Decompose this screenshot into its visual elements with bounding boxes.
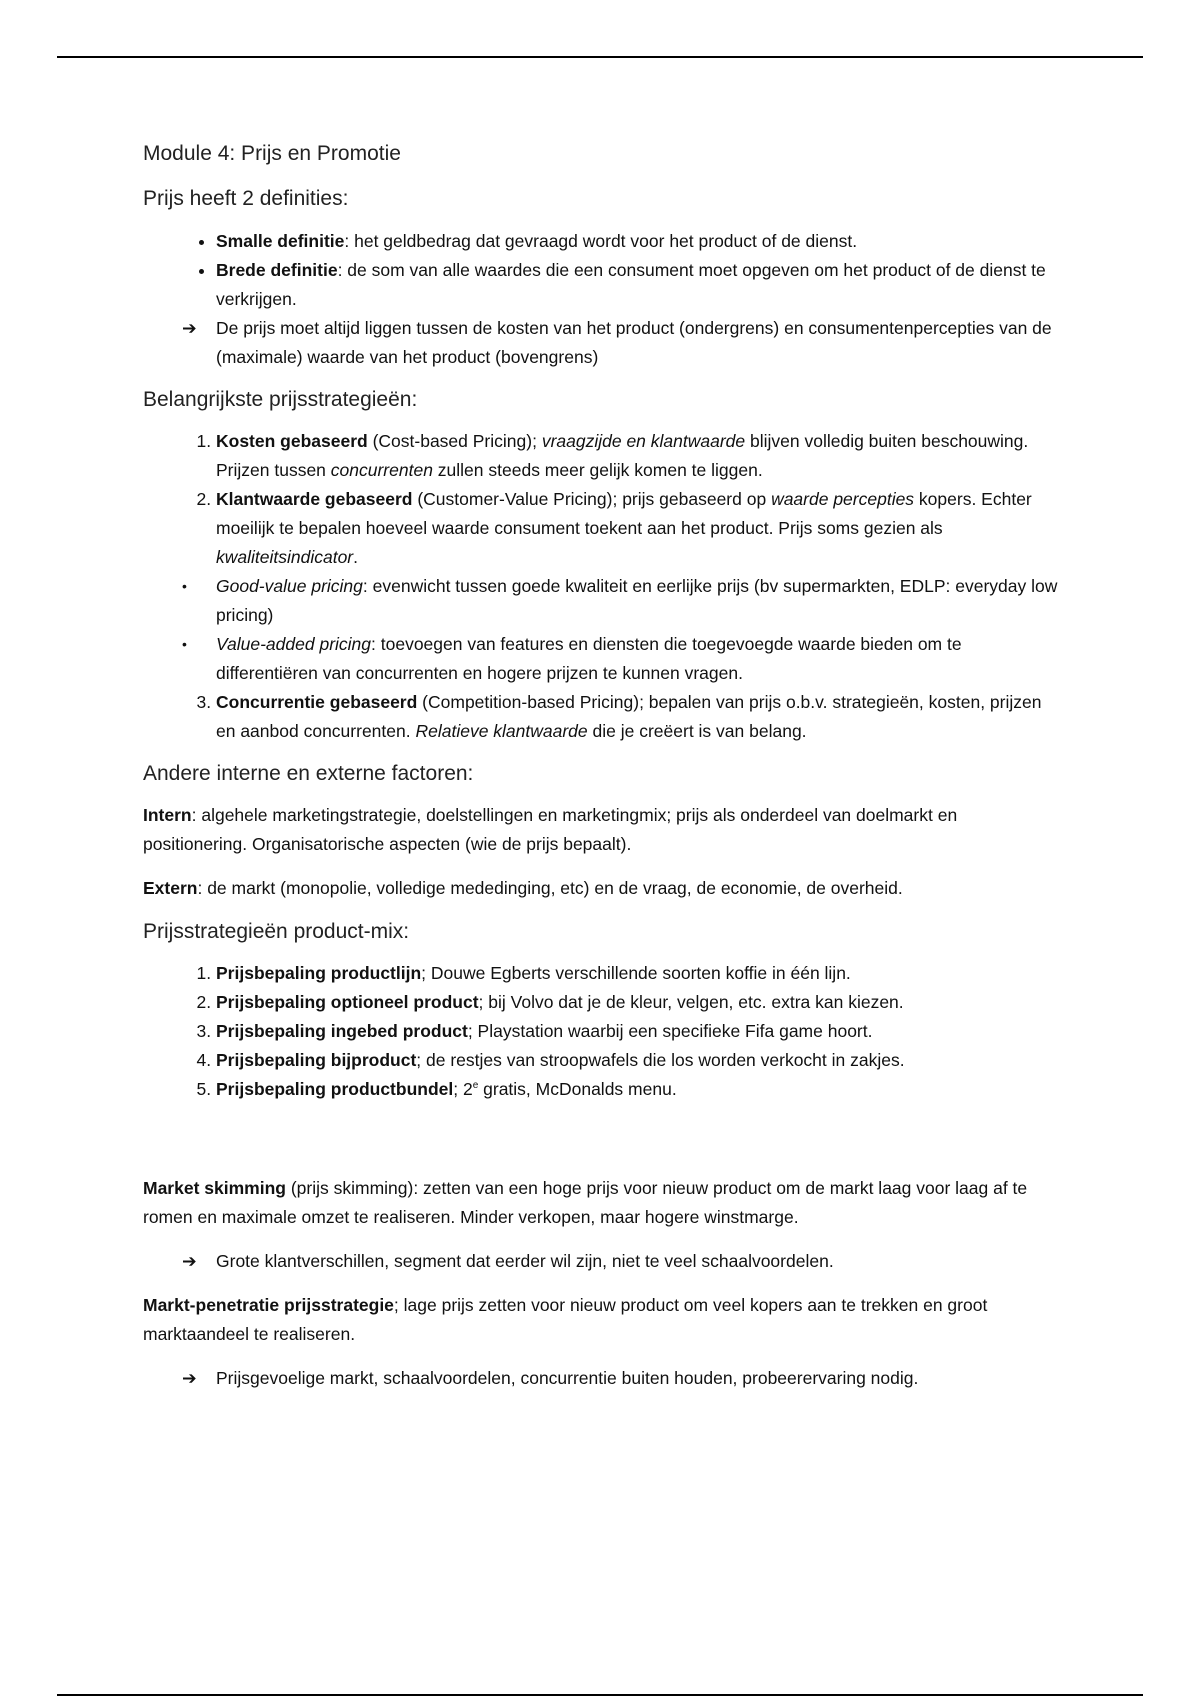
productmix-heading: Prijsstrategieën product-mix: bbox=[143, 920, 410, 944]
penetration-arrow-note: ➔ Prijsgevoelige markt, schaalvoordelen, concurrentie buiten houden, probeerervaring nodig. bbox=[143, 1364, 1063, 1393]
factors-heading: Andere interne en externe factoren: bbox=[143, 761, 474, 785]
definitions-list bbox=[143, 227, 1063, 372]
list-item: • Value-added pricing: toevoegen van features en diensten die toegevoegde waarde bieden om te differentiëren van concurrenten en hogere prijzen te kunnen vragen. bbox=[216, 630, 1063, 688]
list-item: 2. Prijsbepaling optioneel product; bij Volvo dat je de kleur, velgen, etc. extra kan kiezen. bbox=[216, 988, 1063, 1017]
strategies-list bbox=[143, 427, 1063, 746]
list-item: • Good-value pricing: evenwicht tussen goede kwaliteit en eerlijke prijs (bv supermarkten, EDLP: everyday low pricing) bbox=[216, 572, 1063, 630]
footer-rule bbox=[57, 1694, 1143, 1696]
strategies-heading: Belangrijkste prijsstrategieën: bbox=[143, 387, 418, 411]
list-item: • Smalle definitie: het geldbedrag dat gevraagd wordt voor het product of de dienst. bbox=[216, 227, 1063, 256]
skimming-arrow-note: ➔ Grote klantverschillen, segment dat eerder wil zijn, niet te veel schaalvoordelen. bbox=[143, 1247, 1063, 1276]
list-item: 5. Prijsbepaling productbundel; 2e gratis, McDonalds menu. bbox=[216, 1075, 1063, 1104]
skimming-paragraph: Market skimming (prijs skimming): zetten van een hoge prijs voor nieuw product om de markt laag voor laag af te romen en maximale omzet te realiseren. Minder verkopen, maar hogere winstmarge. bbox=[143, 1178, 1028, 1228]
list-item: 2. Klantwaarde gebaseerd (Customer-Value Pricing); prijs gebaseerd op waarde percepties kopers. Echter moeilijk te bepalen hoeveel waarde consument toekent aan het product. Prijs soms gezien als kwaliteitsindicator. bbox=[216, 485, 1063, 572]
list-item: 3. Prijsbepaling ingebed product; Playstation waarbij een specifieke Fifa game hoort. bbox=[216, 1017, 1063, 1046]
definitions-heading: Prijs heeft 2 definities: bbox=[143, 187, 349, 211]
productmix-list bbox=[143, 959, 1063, 1104]
arrow-note: ➔ De prijs moet altijd liggen tussen de kosten van het product (ondergrens) en consumentenpercepties van de (maximale) waarde van het product (bovengrens) bbox=[216, 314, 1063, 372]
list-item: 4. Prijsbepaling bijproduct; de restjes van stroopwafels die los worden verkocht in zakjes. bbox=[216, 1046, 1063, 1075]
list-item: • Brede definitie: de som van alle waardes die een consument moet opgeven om het product of de dienst te verkrijgen. bbox=[216, 256, 1063, 314]
intern-paragraph: Intern: algehele marketingstrategie, doelstellingen en marketingmix; prijs als onderdeel van doelmarkt en positionering. Organisatorische aspecten (wie de prijs bepaalt). bbox=[143, 805, 958, 855]
penetration-paragraph: Markt-penetratie prijsstrategie; lage prijs zetten voor nieuw product om veel kopers aan te trekken en groot marktaandeel te realiseren. bbox=[143, 1295, 988, 1345]
extern-paragraph: Extern: de markt (monopolie, volledige mededinging, etc) en de vraag, de economie, de overheid. bbox=[143, 878, 903, 899]
header-rule bbox=[57, 56, 1143, 58]
list-item: 3. Concurrentie gebaseerd (Competition-based Pricing); bepalen van prijs o.b.v. strategieën, kosten, prijzen en aanbod concurrenten. Relatieve klantwaarde die je creëert is van belang. bbox=[216, 688, 1063, 746]
spacer bbox=[143, 1118, 1063, 1174]
document-body bbox=[143, 140, 1063, 1408]
list-item: 1. Prijsbepaling productlijn; Douwe Egberts verschillende soorten koffie in één lijn. bbox=[216, 959, 1063, 988]
document-title: Module 4: Prijs en Promotie bbox=[143, 142, 401, 165]
list-item: 1. Kosten gebaseerd (Cost-based Pricing); vraagzijde en klantwaarde blijven volledig buiten beschouwing. Prijzen tussen concurrenten zullen steeds meer gelijk komen te liggen. bbox=[216, 427, 1063, 485]
